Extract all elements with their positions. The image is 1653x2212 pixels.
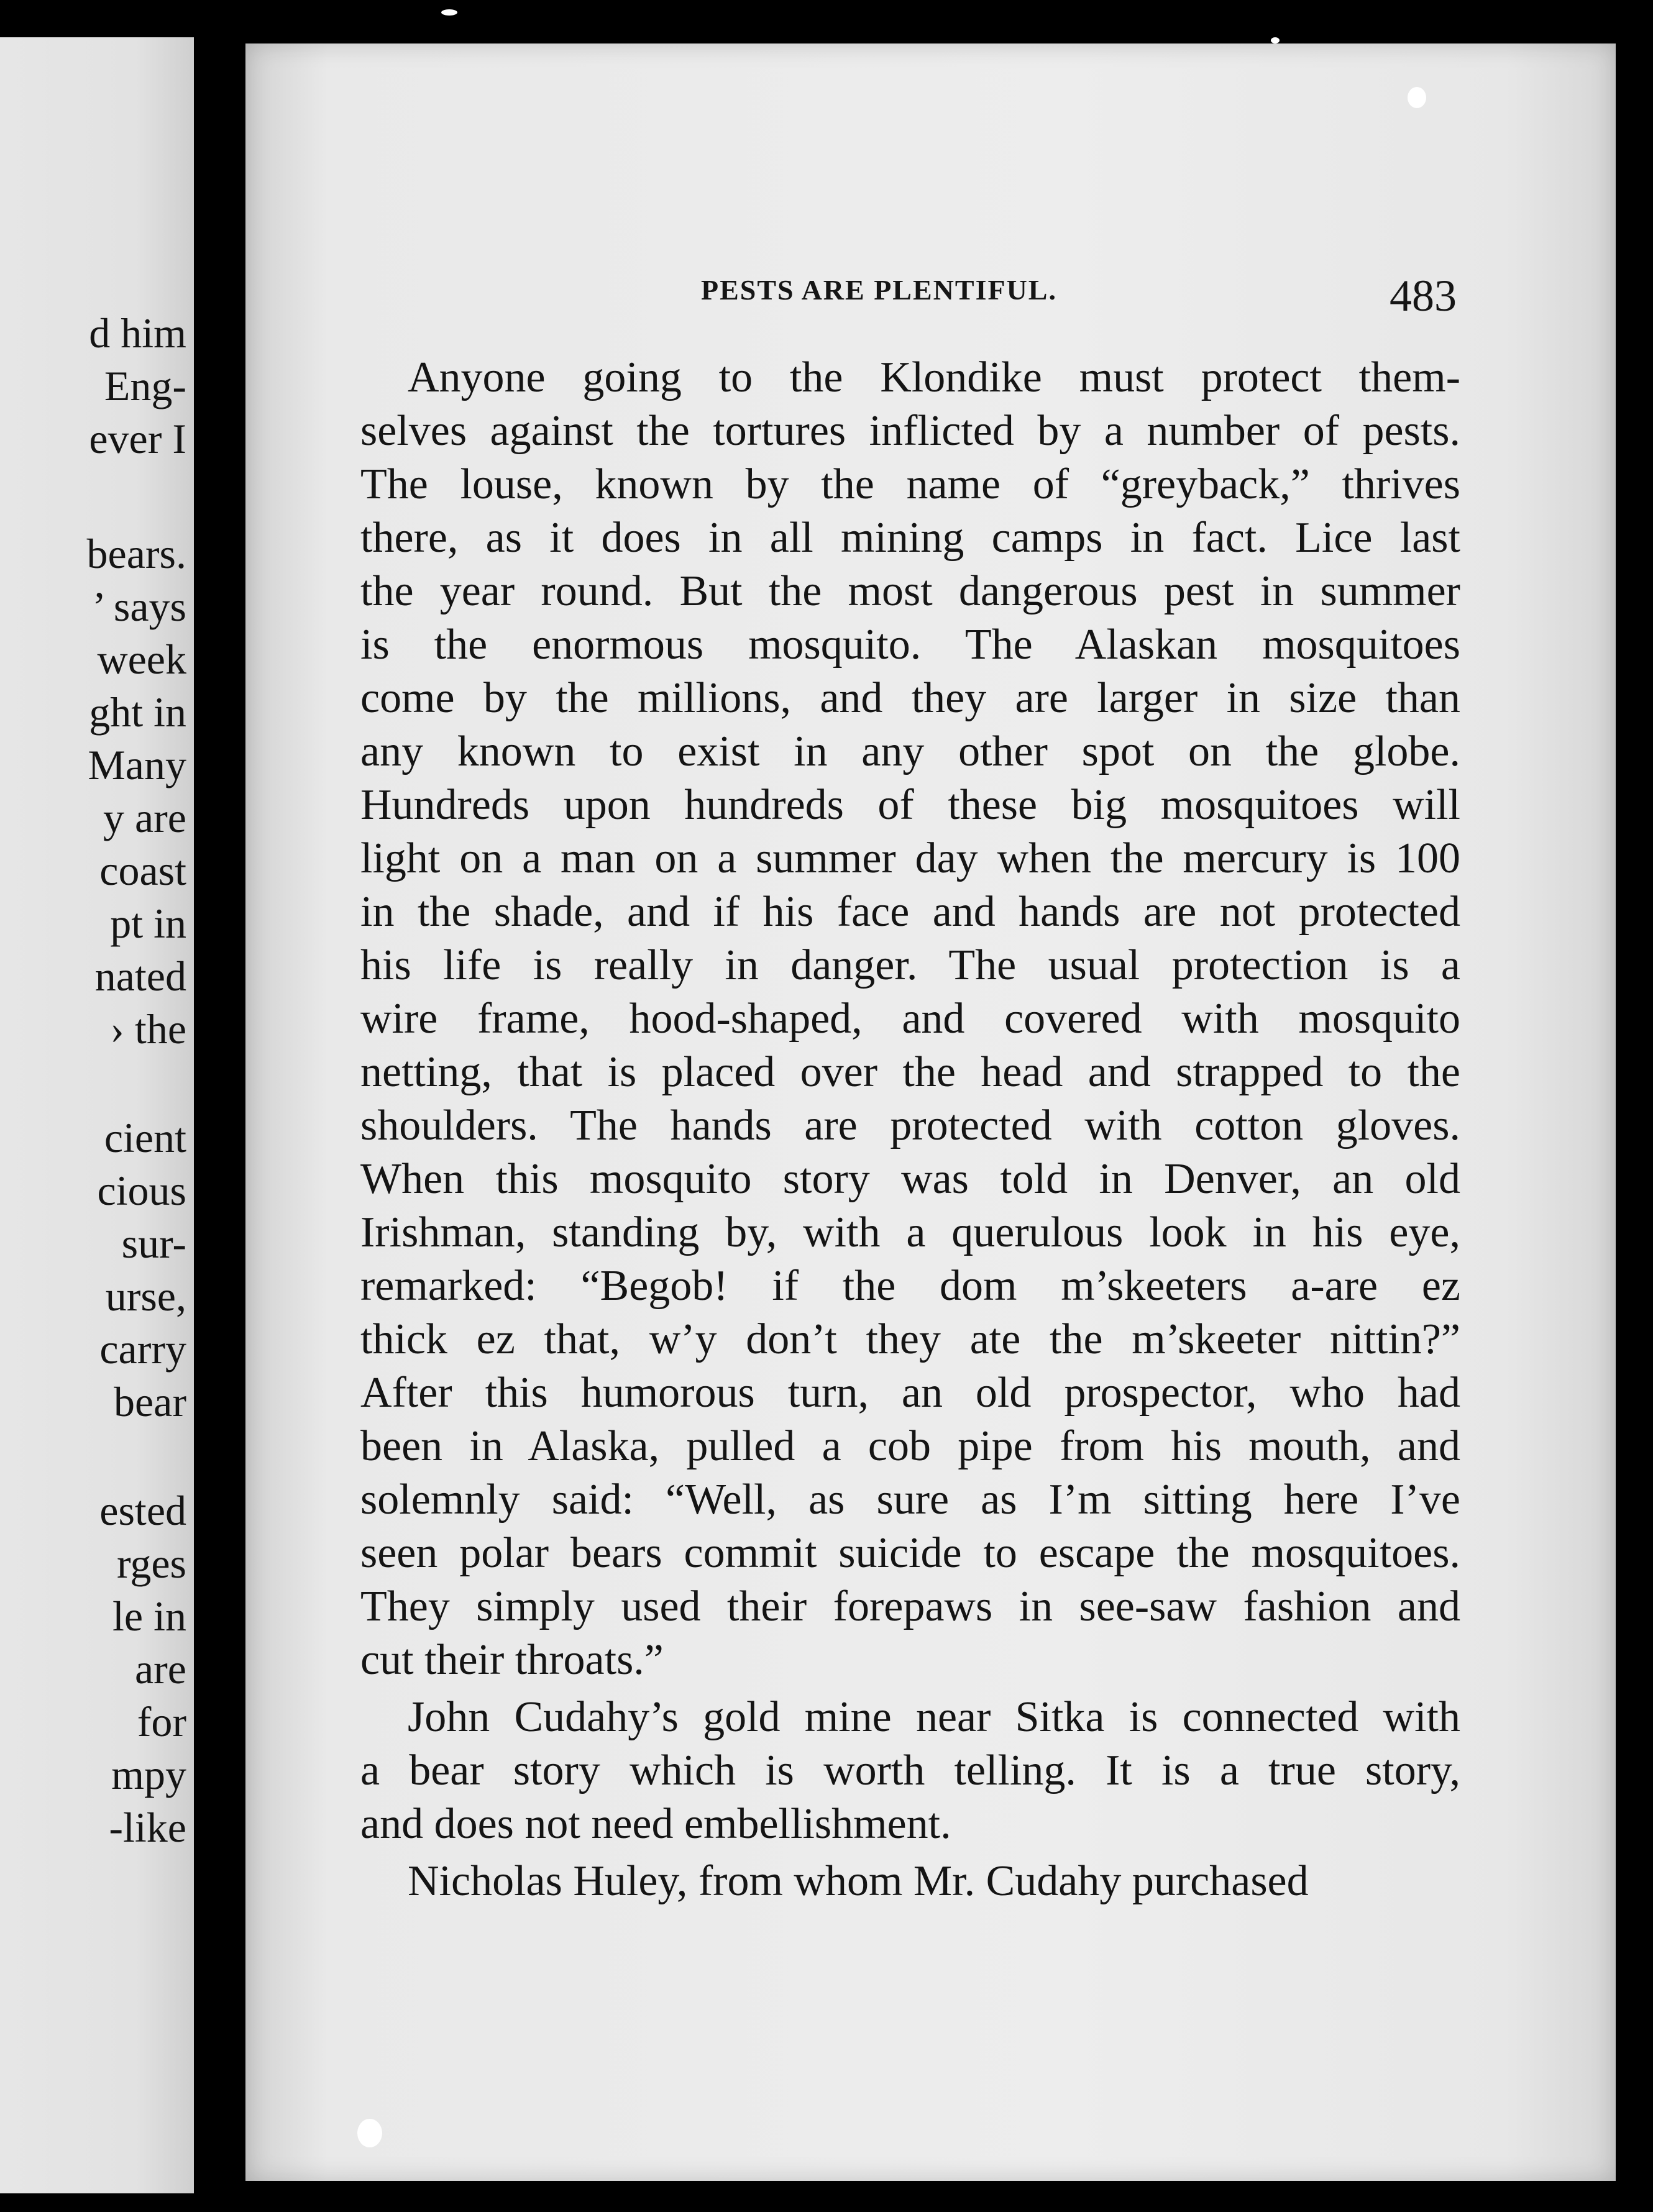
facing-page-line: le in [112, 1593, 186, 1640]
paragraph [360, 1855, 1460, 1908]
text-line: any known to exist in any other spot on the globe. [360, 728, 1460, 775]
text-line: After this humorous turn, an old prospector, who had [360, 1369, 1460, 1417]
paragraph [360, 1691, 1460, 1851]
text-line: cut their throats.” [360, 1636, 664, 1684]
facing-page-line: urse, [105, 1273, 186, 1320]
text-line: seen polar bears commit suicide to escape the mosquitoes. [360, 1529, 1460, 1577]
facing-page-line: ested [99, 1487, 186, 1534]
text-line: They simply used their forepaws in see-saw fashion and [360, 1583, 1460, 1630]
facing-page-line: ever I [89, 415, 186, 462]
text-line: been in Alaska, pulled a cob pipe from his mouth, and [360, 1422, 1460, 1470]
text-line: in the shade, and if his face and hands are not protected [360, 888, 1460, 936]
facing-page-line: carry [99, 1325, 186, 1373]
text-line: there, as it does in all mining camps in fact. Lice last [360, 514, 1460, 562]
text-line: come by the millions, and they are larger in size than [360, 674, 1460, 722]
facing-page-line: mpy [111, 1751, 186, 1798]
text-line: is the enormous mosquito. The Alaskan mosquitoes [360, 621, 1460, 669]
text-line: his life is really in danger. The usual protection is a [360, 941, 1460, 989]
facing-page-line: nated [94, 953, 186, 1000]
facing-page-line: › the [110, 1005, 186, 1053]
text-line: The louse, known by the name of “greyback,” thrives [360, 460, 1460, 508]
page-body [360, 351, 1460, 1908]
facing-page-line: Many [88, 741, 186, 788]
running-head: PESTS ARE PLENTIFUL. [701, 274, 1057, 306]
text-line: Irishman, standing by, with a querulous look in his eye, [360, 1209, 1460, 1256]
facing-page-line: sur- [121, 1220, 186, 1267]
text-line: When this mosquito story was told in Denver, an old [360, 1155, 1460, 1203]
book-gutter [194, 25, 253, 2212]
facing-page-left [0, 37, 194, 2193]
text-line: wire frame, hood-shaped, and covered with mosquito [360, 995, 1460, 1043]
facing-page-line: week [97, 636, 186, 683]
facing-page-line: coast [99, 847, 186, 894]
text-line: the year round. But the most dangerous pest in summer [360, 567, 1460, 615]
text-line: selves against the tortures inflicted by a number of pests. [360, 407, 1460, 455]
text-line: remarked: “Begob! if the dom m’skeeters a-are ez [360, 1262, 1460, 1310]
facing-page-line: y are [103, 794, 186, 841]
scan-border-right [1616, 43, 1653, 2212]
facing-page-line: rges [116, 1540, 186, 1587]
text-line: thick ez that, w’y don’t they ate the m’skeeter nittin?” [360, 1315, 1460, 1363]
text-line: solemnly said: “Well, as sure as I’m sitting here I’ve [360, 1476, 1460, 1524]
facing-page-line: -like [109, 1804, 186, 1851]
text-line: a bear story which is worth telling. It is a true story, [360, 1747, 1460, 1794]
facing-page-line: ’ says [92, 583, 186, 630]
page-number: 483 [1390, 271, 1457, 321]
facing-page-line: for [137, 1698, 186, 1745]
text-line: Anyone going to the Klondike must protect them- [408, 354, 1460, 401]
text-line: John Cudahy’s gold mine near Sitka is connected with [408, 1693, 1460, 1741]
text-line: and does not need embellishment. [360, 1800, 951, 1848]
facing-page-line: pt in [110, 900, 186, 947]
text-line: netting, that is placed over the head and strapped to the [360, 1048, 1460, 1096]
text-line: light on a man on a summer day when the mercury is 100 [360, 834, 1460, 882]
facing-page-line: Eng- [104, 362, 186, 409]
facing-page-line: cient [104, 1114, 186, 1161]
text-line: Hundreds upon hundreds of these big mosquitoes will [360, 781, 1460, 829]
facing-page-line: are [134, 1645, 186, 1693]
text-line: shoulders. The hands are protected with cotton gloves. [360, 1102, 1460, 1149]
facing-page-line: d him [89, 309, 186, 357]
facing-page-line: bear [113, 1378, 186, 1425]
text-line: Nicholas Huley, from whom Mr. Cudahy purchased [408, 1857, 1309, 1905]
facing-page-line: cious [97, 1167, 186, 1214]
facing-page-line: ght in [89, 688, 186, 736]
facing-page-line: bears. [86, 530, 186, 577]
paragraph [360, 351, 1460, 1687]
